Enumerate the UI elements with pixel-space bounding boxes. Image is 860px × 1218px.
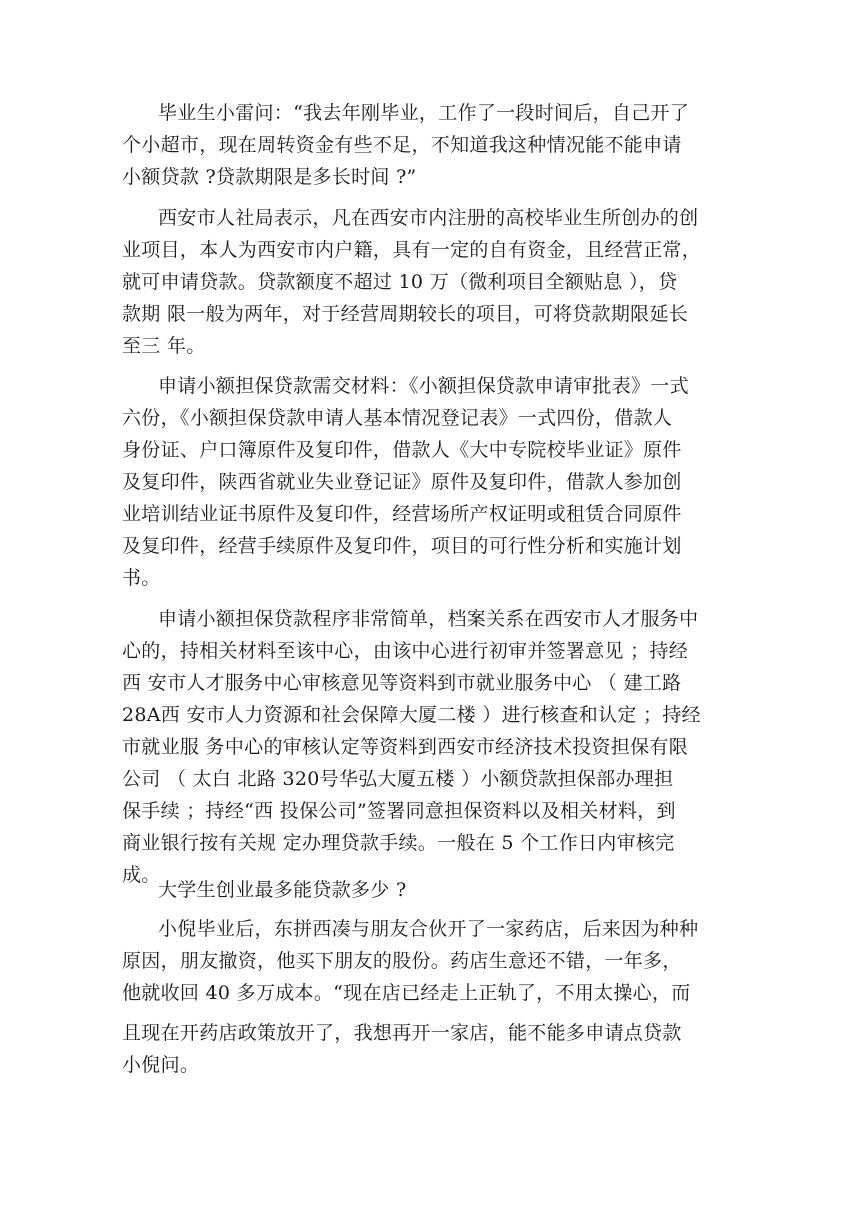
text-line: 业项目，本人为西安市内户籍，具有一定的自有资金，且经营正常， — [122, 239, 702, 261]
text-line: 及复印件，经营手续原件及复印件，项目的可行性分析和实施计划 — [122, 535, 682, 557]
text-line: 个小超市，现在周转资金有些不足，不知道我这种情况能不能申请 — [122, 134, 682, 156]
text-line: 保手续 ；持经“西 投保公司”签署同意担保资料以及相关材料，到 — [122, 800, 676, 822]
text-line: 西安市人社局表示，凡在西安市内注册的高校毕业生所创办的创 — [158, 207, 699, 229]
text-line: 商业银行按有关规 定办理贷款手续。一般在 5 个工作日内审核完 — [122, 832, 675, 854]
text-line: 毕业生小雷问：“我去年刚毕业，工作了一段时间后，自己开了 — [158, 102, 690, 124]
text-line: 原因，朋友撤资，他买下朋友的股份。药店生意还不错，一年多， — [122, 950, 682, 972]
text-line: 至三 年。 — [122, 335, 206, 357]
text-line: 西 安市人才服务中心审核意见等资料到市就业服务中心 （ 建工路 — [122, 672, 682, 694]
text-line: 业培训结业证书原件及复印件，经营场所产权证明或租赁合同原件 — [122, 503, 682, 525]
text-line: 身份证、户口簿原件及复印件，借款人《大中专院校毕业证》原件 — [122, 439, 682, 461]
text-line: 款期 限一般为两年，对于经营周期较长的项目，可将贷款期限延长 — [122, 303, 689, 325]
text-line: 申请小额担保贷款需交材料：《小额担保贷款申请审批表》一式 — [158, 375, 689, 397]
section-heading: 大学生创业最多能贷款多少 ? — [158, 879, 407, 901]
text-line: 小倪问。 — [122, 1054, 200, 1076]
text-line: 小倪毕业后，东拼西凑与朋友合伙开了一家药店，后来因为种种 — [158, 918, 699, 940]
text-line: 及复印件，陕西省就业失业登记证》原件及复印件，借款人参加创 — [122, 471, 682, 493]
text-line: 就可申请贷款。贷款额度不超过 10 万（微利项目全额贴息 ），贷 — [122, 271, 678, 293]
text-line: 28A西 安市人力资源和社会保障大厦二楼 ）进行核查和认定 ；持经 — [122, 704, 701, 726]
text-line: 心的，持相关材料至该中心，由该中心进行初审并签署意见 ；持经 — [122, 640, 689, 662]
text-line: 且现在开药店政策放开了，我想再开一家店，能不能多申请点贷款 — [122, 1022, 682, 1044]
text-line: 小额贷款 ?贷款期限是多长时间 ?” — [122, 166, 417, 188]
text-line: 他就收回 40 多万成本。“现在店已经走上正轨了，不用太操心，而 — [122, 982, 691, 1004]
text-line: 成。 — [122, 864, 161, 886]
text-line: 书。 — [122, 567, 161, 589]
text-line: 公司 （ 太白 北路 320号华弘大厦五楼 ）小额贷款担保部办理担 — [122, 768, 674, 790]
text-line: 六份，《小额担保贷款申请人基本情况登记表》一式四份，借款人 — [122, 407, 673, 429]
text-line: 市就业服 务中心的审核认定等资料到西安市经济技术投资担保有限 — [122, 736, 689, 758]
text-line: 申请小额担保贷款程序非常简单，档案关系在西安市人才服务中 — [158, 608, 699, 630]
